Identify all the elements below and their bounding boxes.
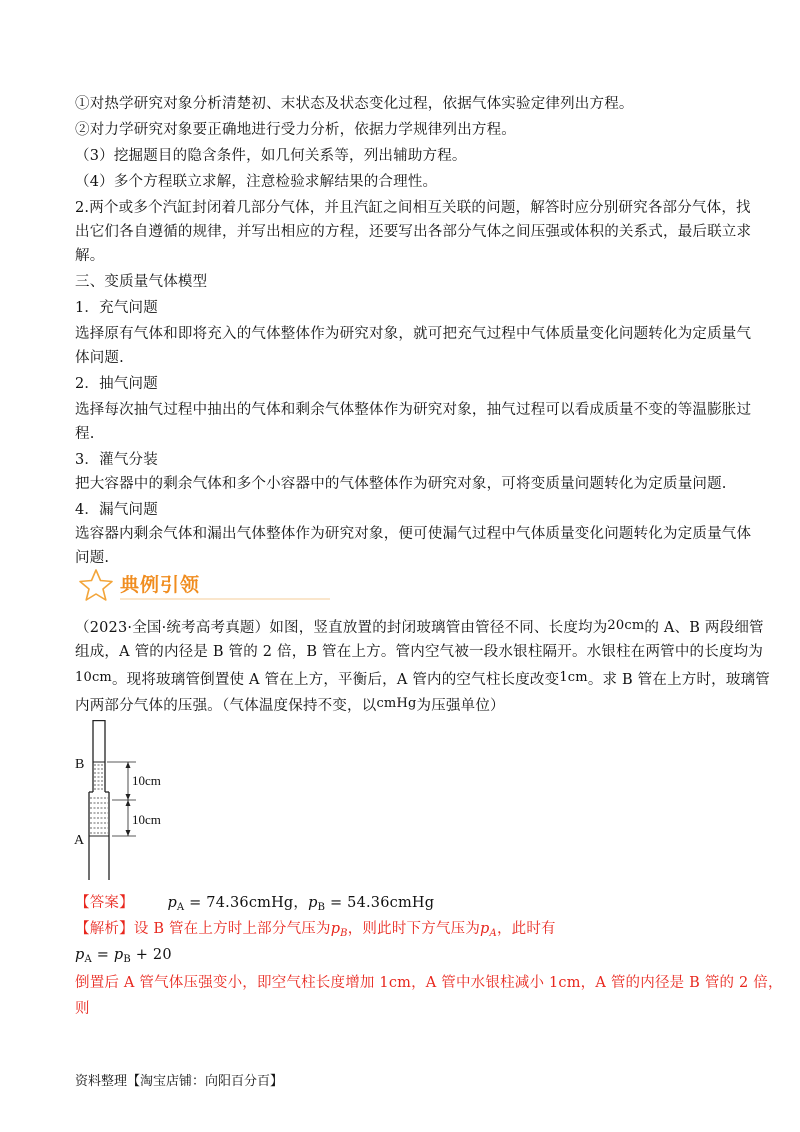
paragraph-line: 体问题. bbox=[75, 350, 124, 366]
problem-value: 1cm bbox=[559, 670, 588, 685]
length-label-bottom: 10cm bbox=[132, 812, 161, 827]
analysis-text: 设 B 管在上方时上部分气压为 bbox=[133, 921, 331, 937]
paragraph-line: 选容器内剩余气体和漏出气体整体作为研究对象，便可使漏气过程中气体质量变化问题转化为定质量气体 bbox=[75, 526, 752, 542]
banner-underline bbox=[120, 596, 330, 602]
problem-line bbox=[75, 614, 764, 640]
math-symbol: p bbox=[330, 921, 341, 937]
math-term: + 20 bbox=[130, 947, 172, 963]
paragraph-line: 把大容器中的剩余气体和多个小容器中的气体整体作为研究对象，可将变质量问题转化为定质量问题. bbox=[75, 476, 727, 492]
paragraph-line: ②对力学研究对象要正确地进行受力分析，依据力学规律列出方程。 bbox=[75, 122, 516, 138]
glass-tube-figure bbox=[72, 720, 182, 880]
problem-text: 为压强单位） bbox=[416, 698, 505, 714]
problem-text: 。现将玻璃管倒置使 A 管在上方，平衡后，A 管内的空气柱长度改变 bbox=[111, 672, 560, 688]
subsection-heading: 4．漏气问题 bbox=[75, 502, 158, 518]
label-b: B bbox=[75, 757, 85, 772]
math-subscript: A bbox=[176, 902, 185, 913]
star-icon bbox=[78, 568, 114, 602]
subsection-heading: 1．充气问题 bbox=[75, 300, 158, 316]
problem-text: 内两部分气体的压强。（气体温度保持不变，以 bbox=[75, 698, 377, 714]
example-banner bbox=[78, 566, 338, 602]
analysis-text: ，则此时下方气压为 bbox=[347, 921, 481, 937]
answer-tag: 【答案】 bbox=[75, 895, 134, 911]
paragraph-line: 出它们各自遵循的规律，并写出相应的方程，还要写出各部分气体之间压强或体积的关系式，最后联立求 bbox=[75, 224, 752, 240]
problem-value: cmHg bbox=[376, 696, 417, 711]
answer-line bbox=[75, 891, 730, 920]
math-subscript: B bbox=[340, 928, 348, 939]
paragraph-line: 2.两个或多个汽缸封闭着几部分气体，并且汽缸之间相互关联的问题，解答时应分别研究各部分气体，找 bbox=[75, 200, 751, 216]
math-operator: = bbox=[91, 947, 114, 963]
subsection-heading: 2．抽气问题 bbox=[75, 376, 158, 392]
analysis-line: 则 bbox=[75, 1001, 90, 1017]
equation-line bbox=[75, 943, 730, 972]
paragraph-line: 问题. bbox=[75, 550, 110, 566]
tube-diagram bbox=[72, 720, 182, 880]
problem-line bbox=[75, 692, 730, 718]
length-label-top: 10cm bbox=[132, 773, 161, 788]
math-symbol: p bbox=[480, 921, 490, 937]
math-symbol: p bbox=[308, 895, 318, 911]
problem-line bbox=[75, 666, 770, 692]
paragraph-line: （4）多个方程联立求解，注意检验求解结果的合理性。 bbox=[75, 174, 438, 190]
problem-text: 的 A、B 两段细管 bbox=[644, 620, 764, 636]
page-footer: 资料整理【淘宝店铺：向阳百分百】 bbox=[75, 1074, 284, 1089]
section-heading: 三、变质量气体模型 bbox=[75, 274, 208, 290]
problem-text: 。求 B 管在上方时，玻璃管 bbox=[587, 672, 770, 688]
paragraph-line: （3）挖掘题目的隐含条件，如几何关系等，列出辅助方程。 bbox=[75, 148, 467, 164]
paragraph-line: 选择每次抽气过程中抽出的气体和剩余气体整体作为研究对象，抽气过程可以看成质量不变的等温膨胀过 bbox=[75, 402, 752, 418]
problem-value: 20cm bbox=[607, 618, 645, 633]
math-subscript: A bbox=[489, 928, 497, 939]
banner-title: 典例引领 bbox=[120, 574, 201, 596]
analysis-text: ，此时有 bbox=[496, 921, 556, 937]
math-subscript: B bbox=[123, 954, 131, 965]
math-subscript: B bbox=[317, 902, 326, 913]
math-symbol: p bbox=[113, 947, 124, 963]
math-symbol: p bbox=[75, 947, 85, 963]
problem-text: （2023·全国·统考高考真题）如图，竖直放置的封闭玻璃管由管径不同、长度均为 bbox=[75, 620, 608, 636]
answer-value: = 54.36cmHg bbox=[325, 895, 435, 911]
math-subscript: A bbox=[84, 954, 92, 965]
math-symbol: p bbox=[167, 895, 177, 911]
problem-value: 10cm bbox=[75, 670, 112, 685]
subsection-heading: 3．灌气分装 bbox=[75, 452, 158, 468]
analysis-line bbox=[75, 917, 730, 946]
paragraph-line: 程. bbox=[75, 426, 95, 442]
paragraph-line: 解。 bbox=[75, 248, 105, 264]
problem-line: 组成，A 管的内径是 B 管的 2 倍，B 管在上方。管内空气被一段水银柱隔开。水银柱在两管中的长度均为 bbox=[75, 644, 764, 660]
analysis-line: 倒置后 A 管气体压强变小，即空气柱长度增加 1cm，A 管中水银柱减小 1cm，A 管的内径是 B 管的 2 倍， bbox=[75, 975, 783, 991]
paragraph-line: 选择原有气体和即将充入的气体整体作为研究对象，就可把充气过程中气体质量变化问题转化为定质量气 bbox=[75, 326, 752, 342]
answer-value: = 74.36cmHg bbox=[184, 895, 294, 911]
label-a: A bbox=[74, 833, 85, 848]
analysis-tag: 【解析】 bbox=[75, 921, 134, 937]
paragraph-line: ①对热学研究对象分析清楚初、末状态及状态变化过程，依据气体实验定律列出方程。 bbox=[75, 96, 634, 112]
separator: ， bbox=[293, 895, 309, 911]
